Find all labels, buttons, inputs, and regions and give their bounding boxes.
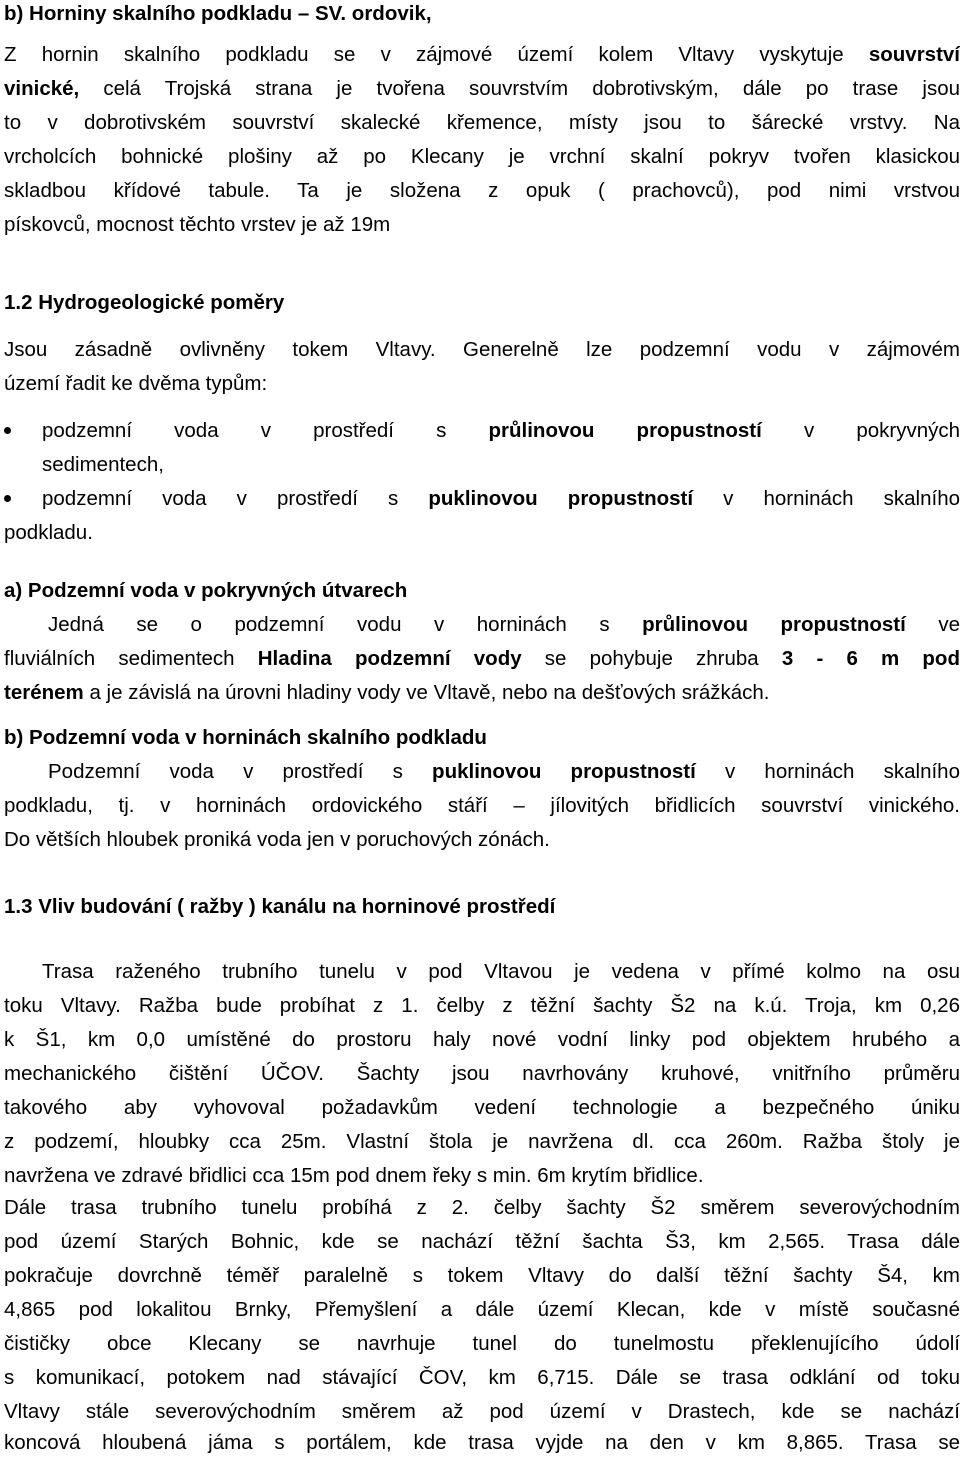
heading-a: a) Podzemní voda v pokryvných útvarech — [4, 579, 408, 602]
paragraph-line: 4,865 pod lokalitou Brnky, Přemyšlení a dále území Klecan, kde v místě současné — [4, 1298, 960, 1321]
paragraph-line: koncová hloubená jáma s portálem, kde trasa vyjde na den v km 8,865. Trasa se — [4, 1431, 960, 1454]
paragraph-line: skladbou křídové tabule. Ta je složena z opuk ( prachovců), pod nimi vrstvou — [4, 179, 960, 202]
paragraph-line — [4, 642, 960, 676]
paragraph-line: Dále trasa trubního tunelu probíhá z 2. čelby šachty Š2 směrem severovýchodním — [4, 1196, 960, 1219]
text-run: Podzemní voda v prostředí s — [48, 760, 433, 783]
text-run: v horninách skalního — [693, 487, 960, 510]
text-run: podzemní voda v prostředí s — [42, 419, 489, 442]
bullet-dot-icon — [4, 414, 14, 448]
paragraph-line: pod území Starých Bohnic, kde se nachází těžní šachta Š3, km 2,565. Trasa dále — [4, 1230, 960, 1253]
list-item — [42, 482, 960, 516]
paragraph-line: území řadit ke dvěma typům: — [4, 372, 268, 395]
paragraph-line: čističky obce Klecany se navrhuje tunel do tunelmostu překlenujícího údolí — [4, 1332, 960, 1355]
text-run: Z hornin skalního podkladu se v zájmové území kolem Vltavy vyskytuje — [4, 43, 869, 66]
text-run: Jedná se o podzemní vodu v horninách s — [48, 613, 643, 636]
bold-term: terénem — [4, 681, 84, 704]
list-item-continuation: podkladu. — [4, 521, 93, 544]
section-b-title: b) Horniny skalního podkladu – SV. ordovik, — [4, 2, 432, 25]
text-run: fluviálních sedimentech — [4, 647, 258, 670]
bold-term: puklinovou propustností — [428, 487, 694, 510]
bold-term: Hladina podzemní vody — [257, 647, 522, 670]
paragraph-line: navržena ve zdravé břidlici cca 15m pod dnem řeky s min. 6m krytím břidlice. — [4, 1164, 704, 1187]
text-run: v pokryvných — [761, 419, 960, 442]
paragraph-line: Vltavy stále severovýchodním směrem až pod území v Drastech, kde se nachází — [4, 1400, 960, 1423]
paragraph-line: Jsou zásadně ovlivněny tokem Vltavy. Generelně lze podzemní vodu v zájmovém — [4, 338, 960, 361]
list-item — [42, 414, 960, 448]
bold-term: souvrství — [868, 43, 960, 66]
paragraph-line: takového aby vyhovoval požadavkům vedení technologie a bezpečného úniku — [4, 1096, 960, 1119]
paragraph-line — [4, 608, 960, 642]
paragraph-line — [4, 38, 960, 72]
paragraph-line: z podzemí, hloubky cca 25m. Vlastní štola je navržena dl. cca 260m. Ražba štoly je — [4, 1130, 960, 1153]
bold-term: vinické, — [4, 77, 80, 100]
paragraph-line: mechanického čištění ÚČOV. Šachty jsou navrhovány kruhové, vnitřního průměru — [4, 1062, 960, 1085]
bold-term: puklinovou propustností — [432, 760, 696, 783]
paragraph-line — [4, 676, 960, 710]
paragraph-line: Trasa raženého trubního tunelu v pod Vltavou je vedena v přímé kolmo na osu — [42, 960, 960, 983]
text-run: a je závislá na úrovni hladiny vody ve Vltavě, nebo na dešťových srážkách. — [83, 681, 770, 704]
paragraph-line — [4, 72, 960, 106]
bullet-dot-icon — [4, 482, 14, 516]
paragraph-line: toku Vltavy. Ražba bude probíhat z 1. čelby z těžní šachty Š2 na k.ú. Troja, km 0,26 — [4, 994, 960, 1017]
paragraph-line: vrcholcích bohnické plošiny až po Klecany je vrchní skalní pokryv tvořen klasickou — [4, 145, 960, 168]
paragraph-line: pokračuje dovrchně téměř paralelně s tokem Vltavy do další těžní šachty Š4, km — [4, 1264, 960, 1287]
heading-1-2: 1.2 Hydrogeologické poměry — [4, 291, 285, 314]
bold-term: 3 - 6 m pod — [781, 647, 960, 670]
list-item-continuation: sedimentech, — [42, 453, 164, 476]
text-run: podzemní voda v prostředí s — [42, 487, 429, 510]
text-run: se pohybuje zhruba — [521, 647, 782, 670]
paragraph-line: k Š1, km 0,0 umístěné do prostoru haly nové vodní linky pod objektem hrubého a — [4, 1028, 960, 1051]
text-run: v horninách skalního — [695, 760, 960, 783]
paragraph-line: to v dobrotivském souvrství skalecké křemence, místy jsou to šárecké vrstvy. Na — [4, 111, 960, 134]
heading-1-3: 1.3 Vliv budování ( ražby ) kanálu na horninové prostředí — [4, 895, 556, 918]
heading-b: b) Podzemní voda v horninách skalního podkladu — [4, 726, 487, 749]
paragraph-line: podkladu, tj. v horninách ordovického stáří – jílovitých břidlicích souvrství vinického. — [4, 794, 960, 817]
bold-term: průlinovou propustností — [488, 419, 762, 442]
text-run: ve — [905, 613, 960, 636]
paragraph-line — [4, 755, 960, 789]
text-run: celá Trojská strana je tvořena souvrstvím dobrotivským, dále po trase jsou — [79, 77, 960, 100]
paragraph-line: pískovců, mocnost těchto vrstev je až 19m — [4, 213, 391, 236]
bold-term: průlinovou propustností — [642, 613, 906, 636]
paragraph-line: s komunikací, potokem nad stávající ČOV, km 6,715. Dále se trasa odklání od toku — [4, 1366, 960, 1389]
paragraph-line: Do větších hloubek proniká voda jen v poruchových zónách. — [4, 828, 550, 851]
